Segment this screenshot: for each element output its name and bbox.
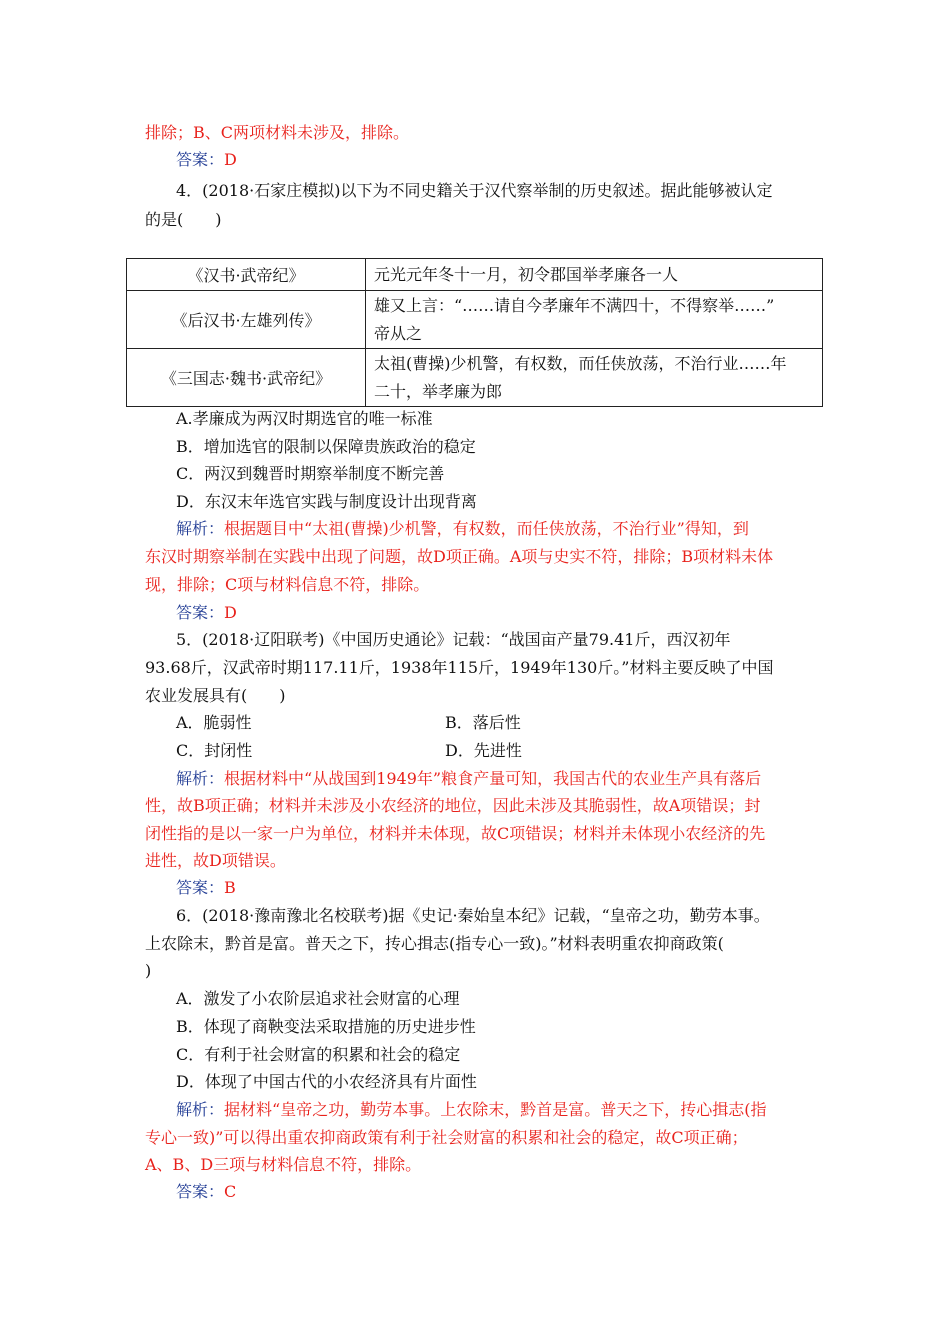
q4-stem-line2: 的是( ) (145, 210, 222, 229)
q6-option-c: C．有利于社会财富的积累和社会的稳定 (176, 1045, 461, 1064)
answer-value: D (224, 603, 237, 622)
table-cell-text (366, 259, 823, 291)
q6-analysis-line2: 专心一致)”可以得出重农抑商政策有利于社会财富的积累和社会的稳定，故C项正确； (145, 1128, 748, 1147)
answer-label: 答案： (176, 603, 225, 622)
table-row (127, 349, 823, 407)
analysis-label: 解析： (176, 519, 225, 538)
answer-value: C (224, 1182, 237, 1201)
source-table (126, 258, 823, 407)
table-cell-source: 《三国志·魏书·武帝纪》 (127, 349, 366, 407)
q5-option-c: C．封闭性 (176, 741, 253, 760)
q6-answer (176, 1178, 236, 1206)
q4-answer (176, 599, 237, 627)
q6-stem-line2: 上农除末，黔首是富。普天之下，抟心揖志(指专心一致)。”材料表明重农抑商政策( (145, 934, 724, 953)
cell-text-line: 帝从之 (374, 323, 423, 343)
q4-analysis-line3: 现，排除；C项与材料信息不符，排除。 (145, 575, 430, 594)
cell-text-line: 元光元年冬十一月，初令郡国举孝廉各一人 (374, 264, 679, 284)
q6-stem-line1: 6．(2018·豫南豫北名校联考)据《史记·秦始皇本纪》记载，“皇帝之功，勤劳本事。 (176, 906, 770, 925)
cell-text-line: 太祖(曹操)少机警，有权数，而任侠放荡，不治行业……年 (374, 353, 787, 373)
q5-analysis-line3: 闭性指的是以一家一户为单位，材料并未体现，故C项错误；材料并未体现小农经济的先 (145, 824, 766, 843)
q4-analysis-line1 (176, 515, 749, 543)
q6-option-a: A．激发了小农阶层追求社会财富的心理 (176, 989, 460, 1008)
q6-option-d: D．体现了中国古代的小农经济具有片面性 (176, 1072, 477, 1091)
analysis-text: 根据题目中“太祖(曹操)少机警，有权数，而任侠放荡，不治行业”得知，到 (224, 519, 749, 538)
table-cell-source: 《汉书·武帝纪》 (127, 259, 366, 291)
answer-label: 答案： (176, 1182, 225, 1201)
analysis-text: 根据材料中“从战国到1949年”粮食产量可知，我国古代的农业生产具有落后 (224, 769, 762, 788)
table-cell-text (366, 349, 823, 407)
q5-stem-line1: 5．(2018·辽阳联考)《中国历史通论》记载：“战国亩产量79.41斤，西汉初年 (176, 630, 731, 649)
analysis-text: 据材料“皇帝之功，勤劳本事。上农除末，黔首是富。普天之下，抟心揖志(指 (224, 1100, 767, 1119)
q4-option-c: C．两汉到魏晋时期察举制度不断完善 (176, 464, 445, 483)
q4-option-b: B．增加选官的限制以保障贵族政治的稳定 (176, 437, 476, 456)
q6-analysis-line1 (176, 1096, 766, 1124)
q4-analysis-line2: 东汉时期察举制在实践中出现了问题，故D项正确。A项与史实不符，排除；B项材料未体 (145, 547, 774, 566)
q5-answer (176, 874, 236, 902)
table-cell-source: 《后汉书·左雄列传》 (127, 291, 366, 349)
q4-stem-line1: 4．(2018·石家庄模拟)以下为不同史籍关于汉代察举制的历史叙述。据此能够被认定 (176, 181, 773, 200)
table-row (127, 259, 823, 291)
cell-text-line: 二十，举孝廉为郎 (374, 381, 503, 401)
analysis-label: 解析： (176, 1100, 225, 1119)
answer-label: 答案： (176, 150, 225, 169)
q5-option-d: D．先进性 (445, 741, 522, 760)
q5-option-a: A．脆弱性 (176, 713, 252, 732)
q5-analysis-line4: 进性，故D项错误。 (145, 851, 286, 870)
prev-answer (176, 146, 237, 174)
answer-label: 答案： (176, 878, 225, 897)
q4-option-d: D．东汉末年选官实践与制度设计出现背离 (176, 492, 477, 511)
q5-option-b: B．落后性 (445, 713, 521, 732)
q5-stem-line2: 93.68斤，汉武帝时期117.11斤，1938年115斤，1949年130斤。”材料主要反映了中国 (145, 658, 774, 677)
answer-value: B (224, 878, 236, 897)
q5-analysis-line2: 性，故B项正确；材料并未涉及小农经济的地位，因此未涉及其脆弱性，故A项错误；封 (145, 796, 761, 815)
q6-option-b: B．体现了商鞅变法采取措施的历史进步性 (176, 1017, 476, 1036)
q5-analysis-line1 (176, 765, 761, 793)
q6-analysis-line3: A、B、D三项与材料信息不符，排除。 (145, 1155, 422, 1174)
q4-option-a: A.孝廉成为两汉时期选官的唯一标准 (176, 409, 433, 428)
q6-stem-line3: ) (145, 961, 152, 980)
table-row (127, 291, 823, 349)
cell-text-line: 雄又上言：“……请自今孝廉年不满四十，不得察举……” (374, 295, 775, 315)
answer-value: D (224, 150, 237, 169)
table-cell-text (366, 291, 823, 349)
analysis-label: 解析： (176, 769, 225, 788)
prev-analysis-tail: 排除；B、C两项材料未涉及，排除。 (145, 123, 410, 142)
q5-stem-line3: 农业发展具有( ) (145, 686, 286, 705)
